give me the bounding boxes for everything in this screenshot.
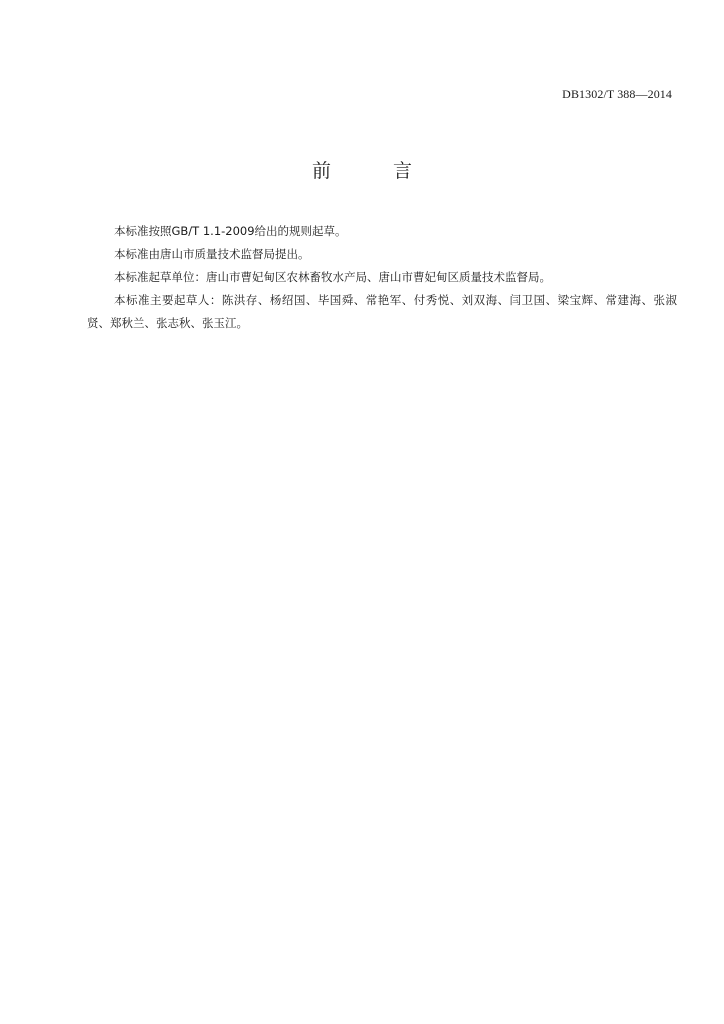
document-code: DB1302/T 388—2014 bbox=[562, 87, 672, 101]
paragraph-proposed-by: 本标准由唐山市质量技术监督局提出。 bbox=[114, 247, 310, 261]
paragraph-drafting-units: 本标准起草单位：唐山市曹妃甸区农林畜牧水产局、唐山市曹妃甸区质量技术监督局。 bbox=[114, 270, 551, 284]
paragraph-drafting-rules: 本标准按照GB/T 1.1-2009给出的规则起草。 bbox=[114, 224, 347, 238]
page-title: 前 言 bbox=[311, 160, 441, 182]
paragraph-main-drafters: 本标准主要起草人：陈洪存、杨绍国、毕国舜、常艳军、付秀悦、刘双海、闫卫国、梁宝辉、常建海、张淑贤、郑秋兰、张志秋、张玉江。 bbox=[87, 293, 677, 330]
foreword-body bbox=[87, 220, 677, 335]
